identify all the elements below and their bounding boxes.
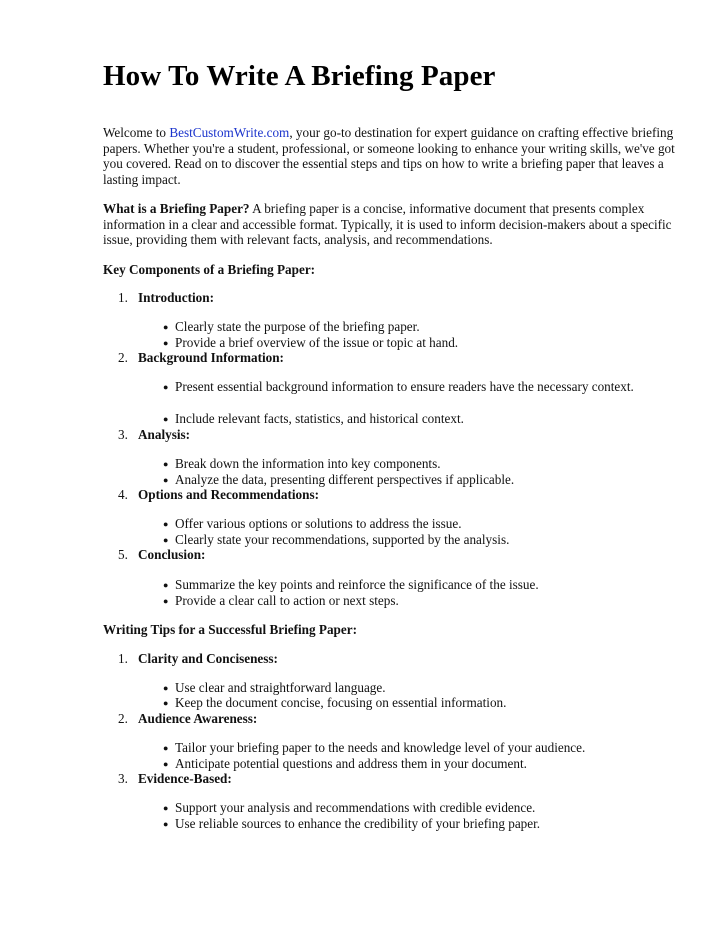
item-number: 2. (118, 711, 128, 726)
item-number: 3. (118, 427, 128, 442)
list-item: ● Keep the document concise, focusing on essential information. (163, 695, 507, 710)
list-item: ● Summarize the key points and reinforce the significance of the issue. (163, 577, 539, 592)
item-label: Clarity and Conciseness: (138, 651, 278, 666)
components-heading: Key Components of a Briefing Paper: (103, 262, 316, 277)
bullet-icon: ● (163, 759, 169, 769)
item-number: 2. (118, 350, 128, 365)
item-number: 5. (118, 547, 128, 562)
tips-heading: Writing Tips for a Successful Briefing Paper: (103, 622, 357, 637)
list-item: ● Provide a brief overview of the issue or topic at hand. (163, 335, 459, 350)
tips-item-1 (118, 651, 278, 667)
bullet-icon: ● (163, 414, 169, 424)
item-number: 3. (118, 771, 128, 786)
list-item: ● Provide a clear call to action or next steps. (163, 593, 399, 608)
item-number: 4. (118, 487, 128, 502)
bullet-icon: ● (163, 743, 169, 753)
item-label: Audience Awareness: (138, 711, 258, 726)
bullet-icon: ● (163, 596, 169, 606)
bullet-icon: ● (163, 338, 169, 348)
definition-term: What is a Briefing Paper? (103, 201, 250, 216)
definition-text: A briefing paper is a concise, informative document that presents complex information in a clear and accessible format. Typically, it is used to inform decision-makers about a specific issue, providing them with relevant facts, analysis, and recommendations. (103, 201, 672, 248)
bullet-icon: ● (163, 698, 169, 708)
item-label: Options and Recommendations: (138, 487, 319, 502)
bullet-icon: ● (163, 382, 169, 392)
bullet-icon: ● (163, 580, 169, 590)
list-item: ● Clearly state the purpose of the briefing paper. (163, 319, 420, 334)
bullet-icon: ● (163, 459, 169, 469)
list-item: ● Offer various options or solutions to address the issue. (163, 516, 462, 531)
item-number: 1. (118, 651, 128, 666)
components-item-4 (118, 487, 319, 503)
list-item: ● Use clear and straightforward language. (163, 680, 386, 695)
intro-paragraph (103, 125, 683, 187)
site-link[interactable]: BestCustomWrite.com (169, 125, 290, 140)
definition-paragraph (103, 201, 683, 248)
components-item-3 (118, 427, 190, 443)
item-label: Evidence-Based: (138, 771, 232, 786)
bullet-icon: ● (163, 819, 169, 829)
list-item: ● Anticipate potential questions and address them in your document. (163, 756, 527, 771)
bullet-icon: ● (163, 475, 169, 485)
bullet-icon: ● (163, 535, 169, 545)
components-item-1 (118, 290, 214, 306)
page-title: How To Write A Briefing Paper (103, 60, 496, 92)
list-item: ● Use reliable sources to enhance the credibility of your briefing paper. (163, 816, 541, 831)
item-label: Conclusion: (138, 547, 206, 562)
components-item-2 (118, 350, 284, 366)
item-label: Background Information: (138, 350, 284, 365)
intro-text-before-link: Welcome to (103, 125, 170, 140)
list-item: ● Include relevant facts, statistics, and historical context. (163, 411, 464, 426)
bullet-icon: ● (163, 803, 169, 813)
item-label: Analysis: (138, 427, 191, 442)
tips-item-2 (118, 711, 257, 727)
list-item: ● Tailor your briefing paper to the needs and knowledge level of your audience. (163, 740, 586, 755)
intro-text-after-link: , your go-to destination for expert guidance on crafting effective briefing papers. Whether you're a student, professional, or someone looking to enhance your writing skills, we've got you covered. Read on to discover the essential steps and tips on how to write a briefing paper that leaves a lasting impact. (103, 125, 675, 187)
list-item: ● Clearly state your recommendations, supported by the analysis. (163, 532, 510, 547)
item-label: Introduction: (138, 290, 214, 305)
list-item: ● Break down the information into key components. (163, 456, 441, 471)
list-item: ● Present essential background information to ensure readers have the necessary context. (163, 379, 634, 394)
bullet-icon: ● (163, 683, 169, 693)
list-item: ● Support your analysis and recommendations with credible evidence. (163, 800, 536, 815)
bullet-icon: ● (163, 519, 169, 529)
tips-item-3 (118, 771, 232, 787)
list-item: ● Analyze the data, presenting different perspectives if applicable. (163, 472, 515, 487)
item-number: 1. (118, 290, 128, 305)
components-item-5 (118, 547, 205, 563)
bullet-icon: ● (163, 322, 169, 332)
